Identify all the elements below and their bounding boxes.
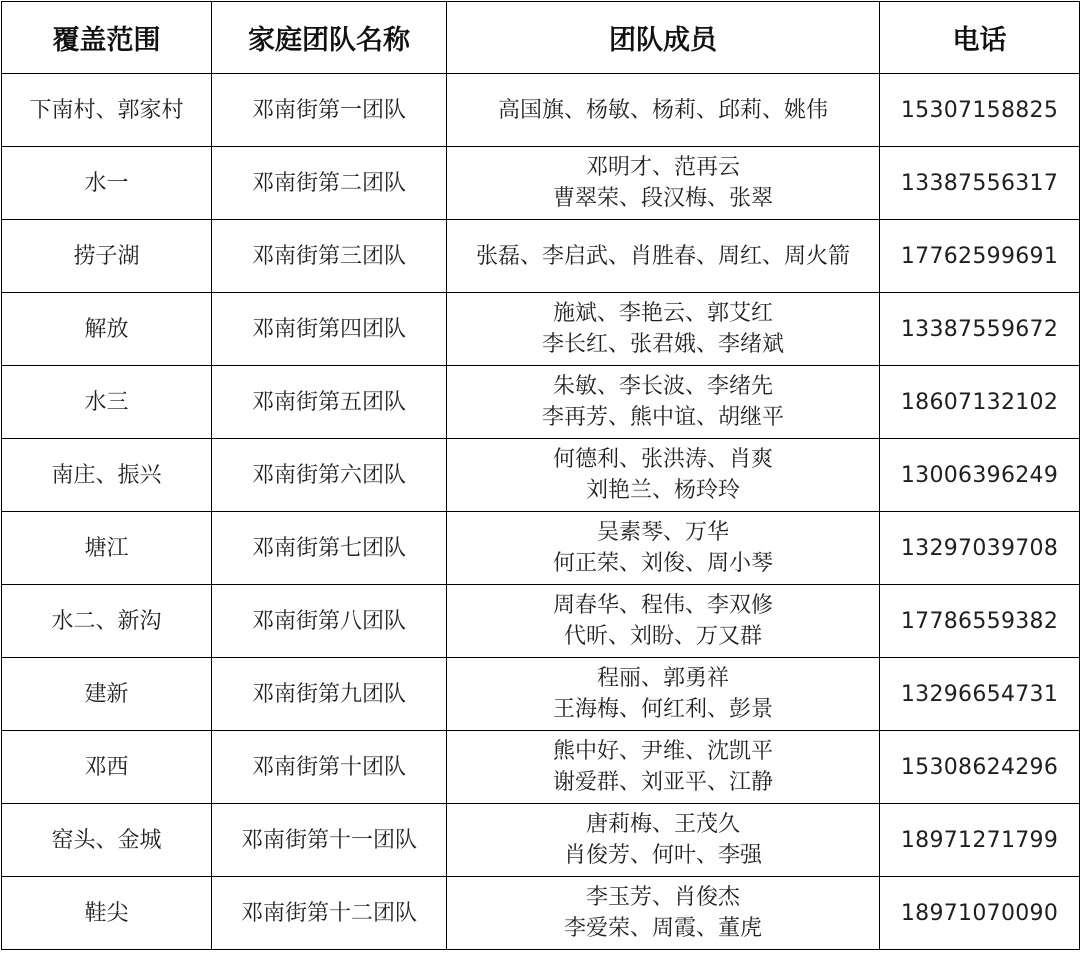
team-name-cell: 邓南街第七团队 [212, 512, 447, 585]
team-table [1, 1, 1080, 950]
header-members: 团队成员 [447, 2, 880, 74]
phone-cell: 17762599691 [880, 220, 1080, 293]
coverage-cell: 建新 [2, 658, 212, 731]
members-cell [447, 585, 880, 658]
table-row [2, 512, 1080, 585]
header-phone: 电话 [880, 2, 1080, 74]
table-row [2, 877, 1080, 950]
members-cell [447, 293, 880, 366]
table-row [2, 220, 1080, 293]
members-line: 李再芳、熊中谊、胡继平 [541, 405, 784, 430]
members-line: 李玉芳、肖俊杰 [585, 885, 740, 910]
members-line: 邓明才、范再云 [585, 155, 740, 180]
members-line: 朱敏、李长波、李绪先 [552, 374, 773, 399]
header-row [2, 2, 1080, 74]
members-line: 刘艳兰、杨玲玲 [585, 478, 740, 503]
phone-cell: 15307158825 [880, 74, 1080, 147]
phone-cell: 15308624296 [880, 731, 1080, 804]
phone-cell: 17786559382 [880, 585, 1080, 658]
coverage-cell: 捞子湖 [2, 220, 212, 293]
table-row [2, 804, 1080, 877]
team-name-cell: 邓南街第十团队 [212, 731, 447, 804]
table-row [2, 147, 1080, 220]
members-cell [447, 731, 880, 804]
coverage-cell: 邓西 [2, 731, 212, 804]
members-line: 李爱荣、周霞、董虎 [563, 916, 762, 941]
members-cell [447, 220, 880, 293]
members-line: 王海梅、何红利、彭景 [552, 697, 773, 722]
phone-cell: 13387559672 [880, 293, 1080, 366]
members-line: 谢爱群、刘亚平、江静 [552, 770, 773, 795]
members-line: 施斌、李艳云、郭艾红 [552, 301, 773, 326]
table-row [2, 439, 1080, 512]
team-name-cell: 邓南街第六团队 [212, 439, 447, 512]
header-coverage: 覆盖范围 [2, 2, 212, 74]
members-line: 吴素琴、万华 [596, 520, 729, 545]
members-line: 程丽、郭勇祥 [596, 666, 729, 691]
table-row [2, 585, 1080, 658]
coverage-cell: 南庄、振兴 [2, 439, 212, 512]
team-name-cell: 邓南街第十二团队 [212, 877, 447, 950]
table-row [2, 74, 1080, 147]
coverage-cell: 水三 [2, 366, 212, 439]
members-line: 李长红、张君娥、李绪斌 [541, 332, 784, 357]
coverage-cell: 水二、新沟 [2, 585, 212, 658]
members-line: 唐莉梅、王茂久 [585, 812, 740, 837]
phone-cell: 13006396249 [880, 439, 1080, 512]
members-cell [447, 74, 880, 147]
team-name-cell: 邓南街第九团队 [212, 658, 447, 731]
team-name-cell: 邓南街第十一团队 [212, 804, 447, 877]
header-team-name: 家庭团队名称 [212, 2, 447, 74]
coverage-cell: 窑头、金城 [2, 804, 212, 877]
phone-cell: 18971271799 [880, 804, 1080, 877]
members-line: 代昕、刘盼、万又群 [563, 624, 762, 649]
members-cell [447, 147, 880, 220]
members-line: 周春华、程伟、李双修 [552, 593, 773, 618]
members-line: 高国旗、杨敏、杨莉、邱莉、姚伟 [497, 97, 828, 123]
members-cell [447, 366, 880, 439]
members-line: 曹翠荣、段汉梅、张翠 [552, 186, 773, 211]
coverage-cell: 鞋尖 [2, 877, 212, 950]
team-name-cell: 邓南街第五团队 [212, 366, 447, 439]
table-row [2, 658, 1080, 731]
coverage-cell: 水一 [2, 147, 212, 220]
phone-cell: 13296654731 [880, 658, 1080, 731]
members-line: 张磊、李启武、肖胜春、周红、周火箭 [475, 243, 850, 269]
members-line: 肖俊芳、何叶、李强 [563, 843, 762, 868]
phone-cell: 18971070090 [880, 877, 1080, 950]
members-line: 何德利、张洪涛、肖爽 [552, 447, 773, 472]
coverage-cell: 塘江 [2, 512, 212, 585]
members-cell [447, 658, 880, 731]
coverage-cell: 下南村、郭家村 [2, 74, 212, 147]
team-name-cell: 邓南街第八团队 [212, 585, 447, 658]
phone-cell: 18607132102 [880, 366, 1080, 439]
members-cell [447, 439, 880, 512]
table-row [2, 366, 1080, 439]
table-row [2, 731, 1080, 804]
team-name-cell: 邓南街第四团队 [212, 293, 447, 366]
members-cell [447, 512, 880, 585]
phone-cell: 13387556317 [880, 147, 1080, 220]
team-name-cell: 邓南街第三团队 [212, 220, 447, 293]
team-name-cell: 邓南街第二团队 [212, 147, 447, 220]
members-cell [447, 804, 880, 877]
table-row [2, 293, 1080, 366]
team-name-cell: 邓南街第一团队 [212, 74, 447, 147]
members-cell [447, 877, 880, 950]
phone-cell: 13297039708 [880, 512, 1080, 585]
members-line: 熊中好、尹维、沈凯平 [552, 739, 773, 764]
members-line: 何正荣、刘俊、周小琴 [552, 551, 773, 576]
coverage-cell: 解放 [2, 293, 212, 366]
